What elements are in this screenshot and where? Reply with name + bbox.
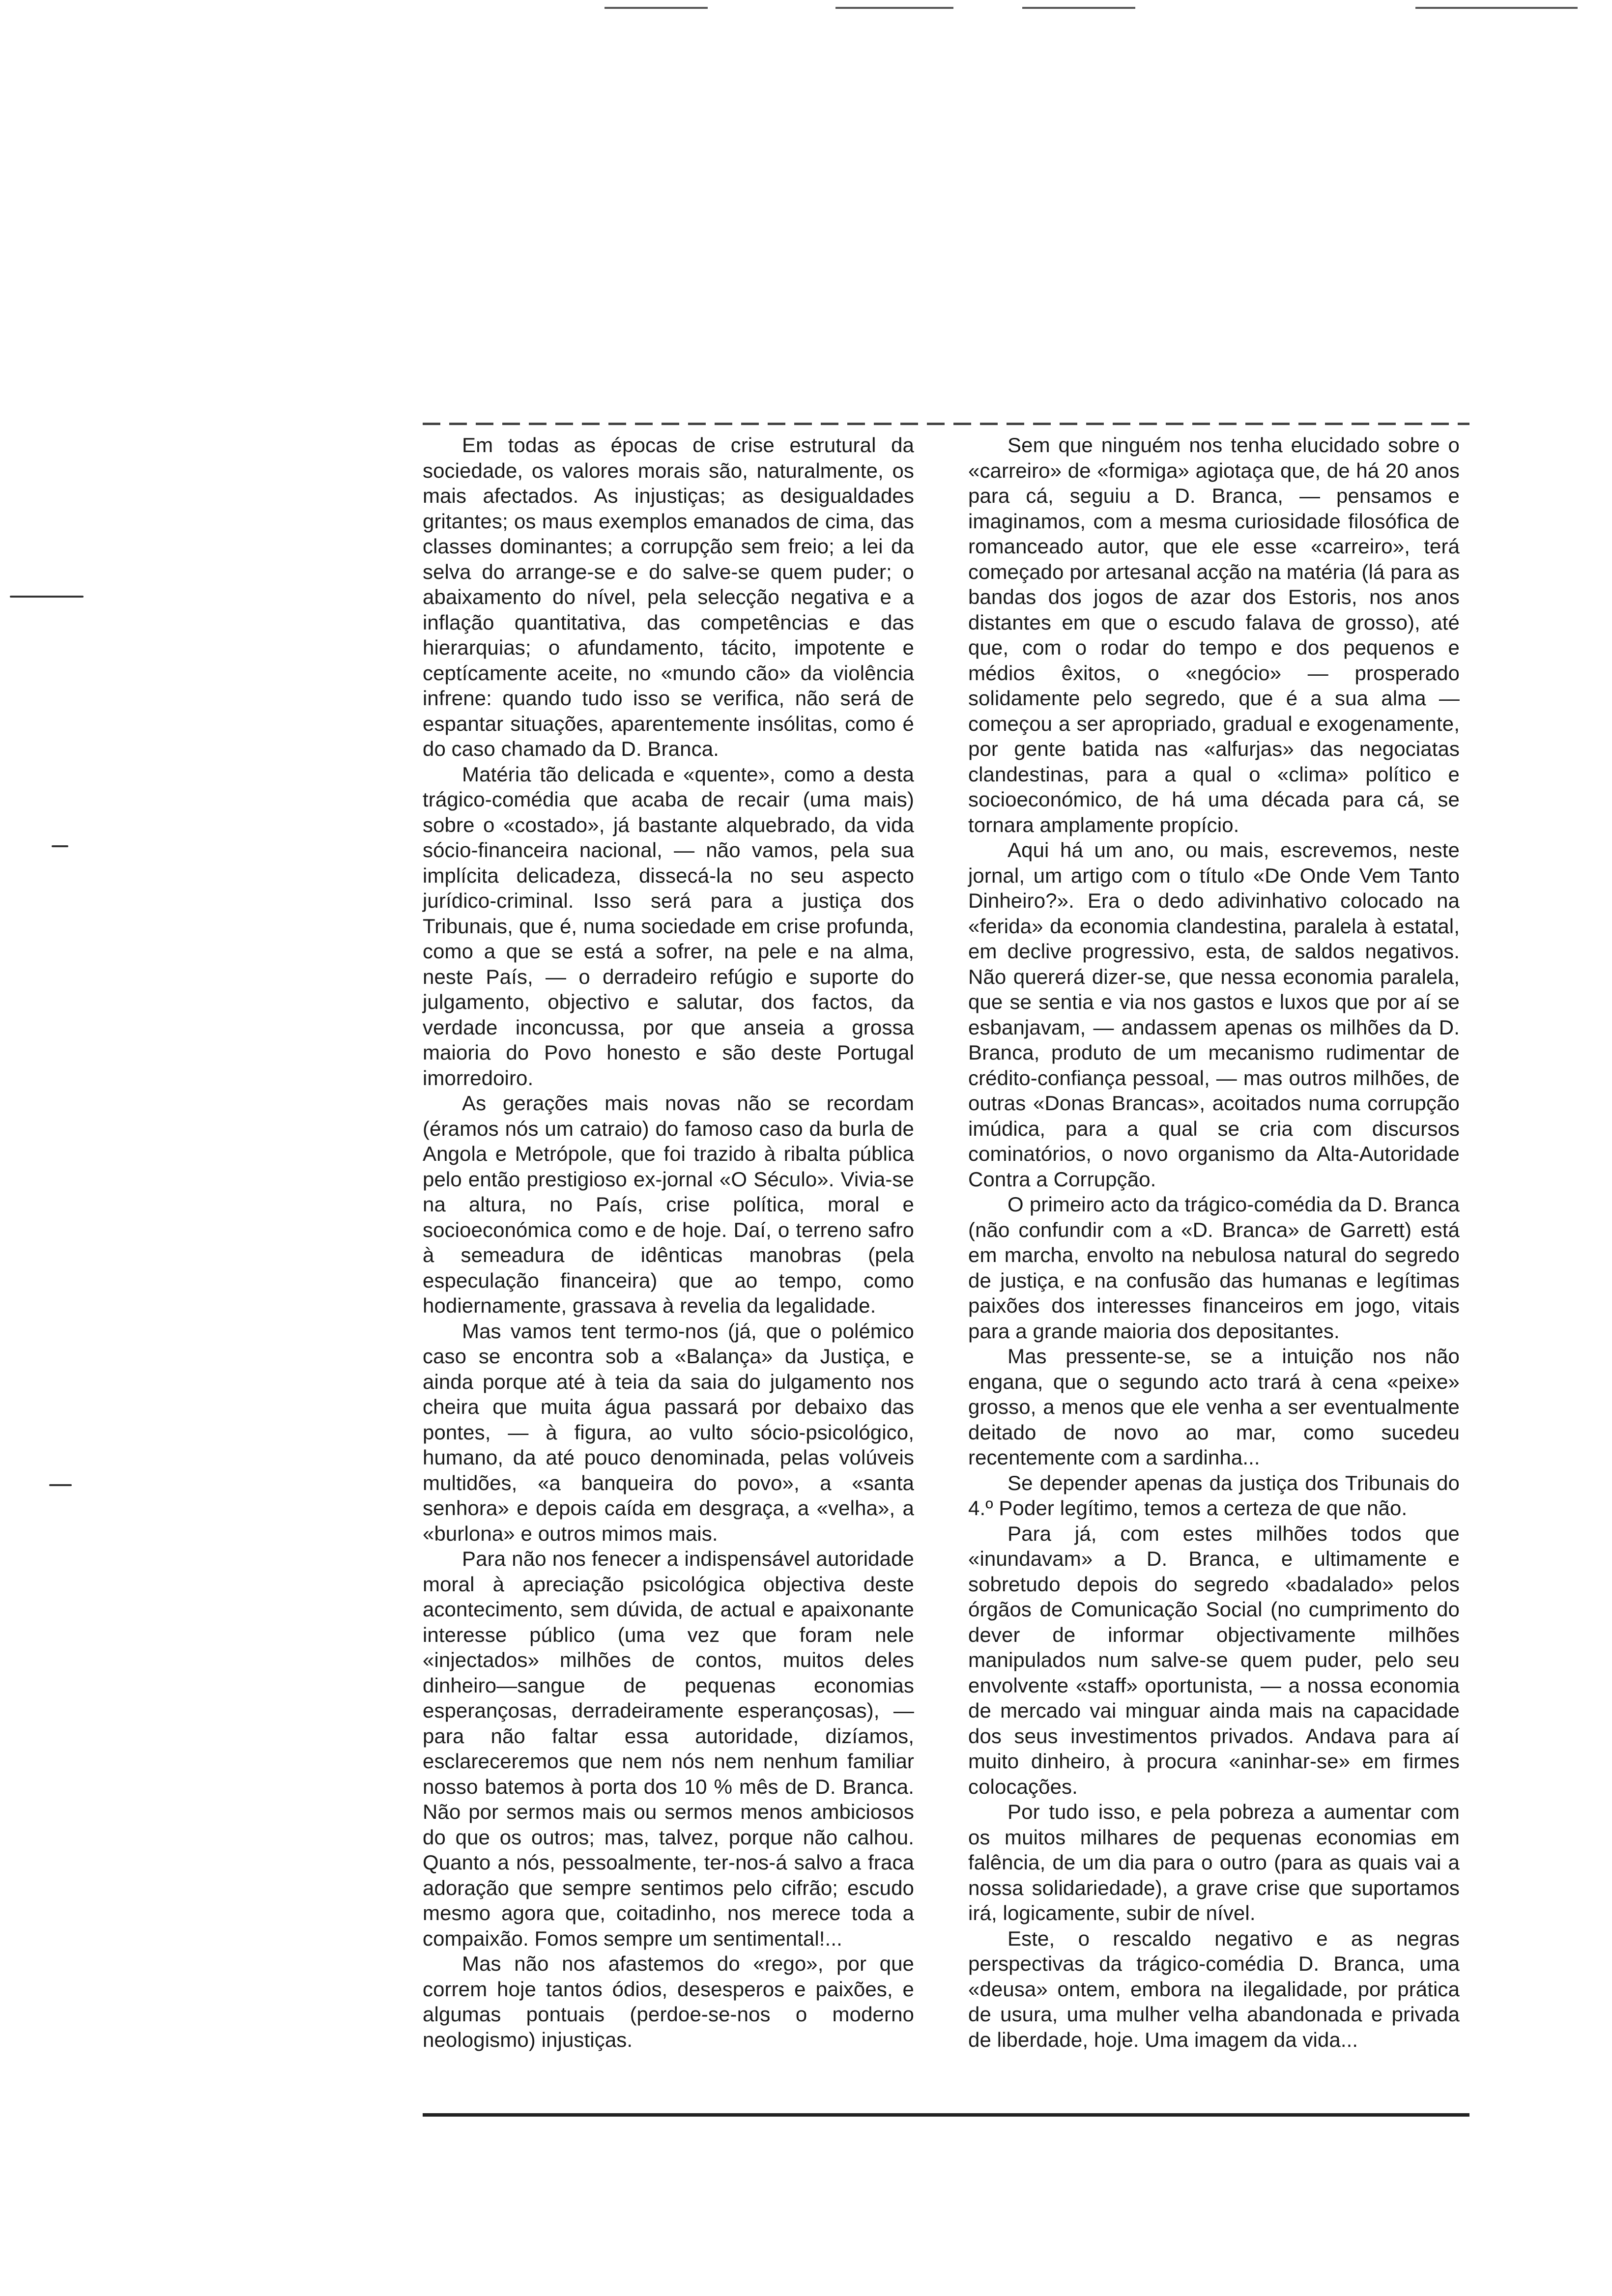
- article-paragraph: Para não nos fenecer a indispensável autoridade moral à apreciação psicológica objectiva deste acontecimento, sem dúvida, de actual e apaixonante interesse público (uma vez que foram nele «injectados» milhões de contos, muitos deles dinheiro—sangue de pequenas economias esperançosas, derradeiramente esperançosas), — para não faltar essa autoridade, dizíamos, esclareceremos que nem nós nem nenhum familiar nosso batemos à porta dos 10 % mês de D. Branca. Não por sermos mais ou sermos menos ambiciosos do que os outros; mas, talvez, porque não calhou. Quanto a nós, pessoalmente, ter-nos-á salvo a fraca adoração que sempre sentimos pelo cifrão; escudo mesmo agora que, coitadinho, nos merece toda a compaixão. Fomos sempre um sentimental!...: [423, 1547, 914, 1950]
- scan-artifact-line: [1415, 7, 1578, 9]
- article-paragraph: Mas vamos tent termo-nos (já, que o polémico caso se encontra sob a «Balança» da Justiça, e ainda porque até à teia da saia do julgamento nos cheira que muita água passará por debaixo das pontes, — à figura, ao vulto sócio-psicológico, humano, da até pouco denominada, pelas volúveis multidões, «a banqueira do povo», a «santa senhora» e depois caída em desgraça, a «velha», a «burlona» e outros mimos mais.: [423, 1319, 914, 1545]
- margin-smudge: [52, 845, 68, 847]
- article-paragraph: Por tudo isso, e pela pobreza a aumentar com os muitos milhares de pequenas economias em falência, de um dia para o outro (para as quais vai a nossa solidariedade), a grave crise que suportamos irá, logicamente, subir de nível.: [968, 1800, 1460, 1924]
- margin-smudge: [49, 1484, 72, 1486]
- margin-smudge: [10, 596, 84, 598]
- article-paragraph: Em todas as épocas de crise estrutural da sociedade, os valores morais são, naturalmente, os mais afectados. As injustiças; as desigualdades gritantes; os maus exemplos emanados de cima, das classes dominantes; a corrupção sem freio; a lei da selva do arrange-se e do salve-se quem puder; o abaixamento do nível, pela selecção negativa e a inflação quantitativa, das competências e das hierarquias; o afundamento, tácito, impotente e ceptícamente aceite, no «mundo cão» da violência infrene: quando tudo isso se verifica, não será de espantar situações, aparentemente insólitas, como é do caso chamado da D. Branca.: [423, 433, 914, 760]
- scan-artifact-line: [1022, 7, 1135, 9]
- article-paragraph: As gerações mais novas não se recordam (éramos nós um catraio) do famoso caso da burla de Angola e Metrópole, que foi trazido à ribalta pública pelo então prestigioso ex-jornal «O Século». Vivia-se na altura, no País, crise política, moral e socioeconómica como e de hoje. Daí, o terreno safro à semeadura de idênticas manobras (pela especulação financeira) que ao tempo, como hodiernamente, grassava à revelia da legalidade.: [423, 1091, 914, 1317]
- article-paragraph: Este, o rescaldo negativo e as negras perspectivas da trágico-comédia D. Branca, uma «deusa» ontem, embora na ilegalidade, por prática de usura, uma mulher velha abandonada e privada de liberdade, hoje. Uma imagem da vida...: [968, 1926, 1460, 2051]
- article-top-rule: [423, 423, 1469, 425]
- scan-artifact-line: [835, 7, 953, 9]
- article-paragraph: Se depender apenas da justiça dos Tribunais do 4.º Poder legítimo, temos a certeza de que não.: [968, 1471, 1460, 1520]
- article-bottom-rule: [423, 2113, 1469, 2117]
- newspaper-article: [423, 423, 1469, 2138]
- article-paragraph: Mas pressente-se, se a intuição nos não engana, que o segundo acto trará à cena «peixe» grosso, a menos que ele venha a ser eventualmente deitado de novo ao mar, como sucedeu recentemente com a sardinha...: [968, 1345, 1460, 1469]
- scan-artifact-line: [604, 7, 708, 9]
- article-paragraph: Sem que ninguém nos tenha elucidado sobre o «carreiro» de «formiga» agiotaça que, de há 20 anos para cá, seguiu a D. Branca, — pensamos e imaginamos, com a mesma curiosidade filosófica de romanceado autor, que ele esse «carreiro», terá começado por artesanal acção na matéria (lá para as bandas dos jogos de azar dos Estoris, nos anos distantes em que o escudo falava de grosso), até que, com o rodar do tempo e dos pequenos e médios êxitos, o «negócio» — prosperado solidamente pelo segredo, que é a sua alma — começou a ser apropriado, gradual e exogenamente, por gente batida nas «alfurjas» das negociatas clandestinas, para a qual o «clima» político e socioeconómico, de há uma década para cá, se tornara amplamente propício.: [968, 433, 1460, 836]
- article-paragraph: Mas não nos afastemos do «rego», por que correm hoje tantos ódios, desesperos e paixões, e algumas pontuais (perdoe-se-nos o moderno neologismo) injustiças.: [423, 1952, 914, 2051]
- article-paragraph: Para já, com estes milhões todos que «inundavam» a D. Branca, e ultimamente e sobretudo depois do segredo «badalado» pelos órgãos de Comunicação Social (no cumprimento do dever de informar objectivamente milhões manipulados num salve-se quem puder, pelo seu envolvente «staff» oportunista, — a nossa economia de mercado vai minguar ainda mais na capacidade dos seus investimentos privados. Andava para aí muito dinheiro, à procura «aninhar-se» em firmes colocações.: [968, 1521, 1460, 1798]
- article-paragraph: Aqui há um ano, ou mais, escrevemos, neste jornal, um artigo com o título «De Onde Vem Tanto Dinheiro?». Era o dedo adivinhativo colocado na «ferida» da economia clandestina, paralela à estatal, em declive progressivo, esta, de saldos negativos. Não quererá dizer-se, que nessa economia paralela, que se sentia e via nos gastos e luxos que por aí se esbanjavam, — andassem apenas os milhões da D. Branca, produto de um mecanismo rudimentar de crédito-confiança pessoal, — mas outros milhões, de outras «Donas Brancas», acoitados numa corrupção imúdica, para a qual se cria com discursos cominatórios, o novo organismo da Alta-Autoridade Contra a Corrupção.: [968, 838, 1460, 1191]
- article-right-column: [968, 432, 1460, 2052]
- article-paragraph: O primeiro acto da trágico-comédia da D. Branca (não confundir com a «D. Branca» de Garrett) está em marcha, envolto na nebulosa natural do segredo de justiça, e na confusão das humanas e legítimas paixões dos interesses financeiros em jogo, vitais para a grande maioria dos depositantes.: [968, 1193, 1460, 1343]
- article-left-column: [423, 432, 914, 2052]
- article-paragraph: Matéria tão delicada e «quente», como a desta trágico-comédia que acaba de recair (uma mais) sobre o «costado», já bastante alquebrado, da vida sócio-financeira nacional, — não vamos, pela sua implícita delicadeza, dissecá-la no seu aspecto jurídico-criminal. Isso será para a justiça dos Tribunais, que é, numa sociedade em crise profunda, como a que se está a sofrer, na pele e na alma, neste País, — o derradeiro refúgio e suporte do julgamento, objectivo e salutar, dos factos, da verdade inconcussa, por que anseia a grossa maioria do Povo honesto e são deste Portugal imorredoiro.: [423, 762, 914, 1090]
